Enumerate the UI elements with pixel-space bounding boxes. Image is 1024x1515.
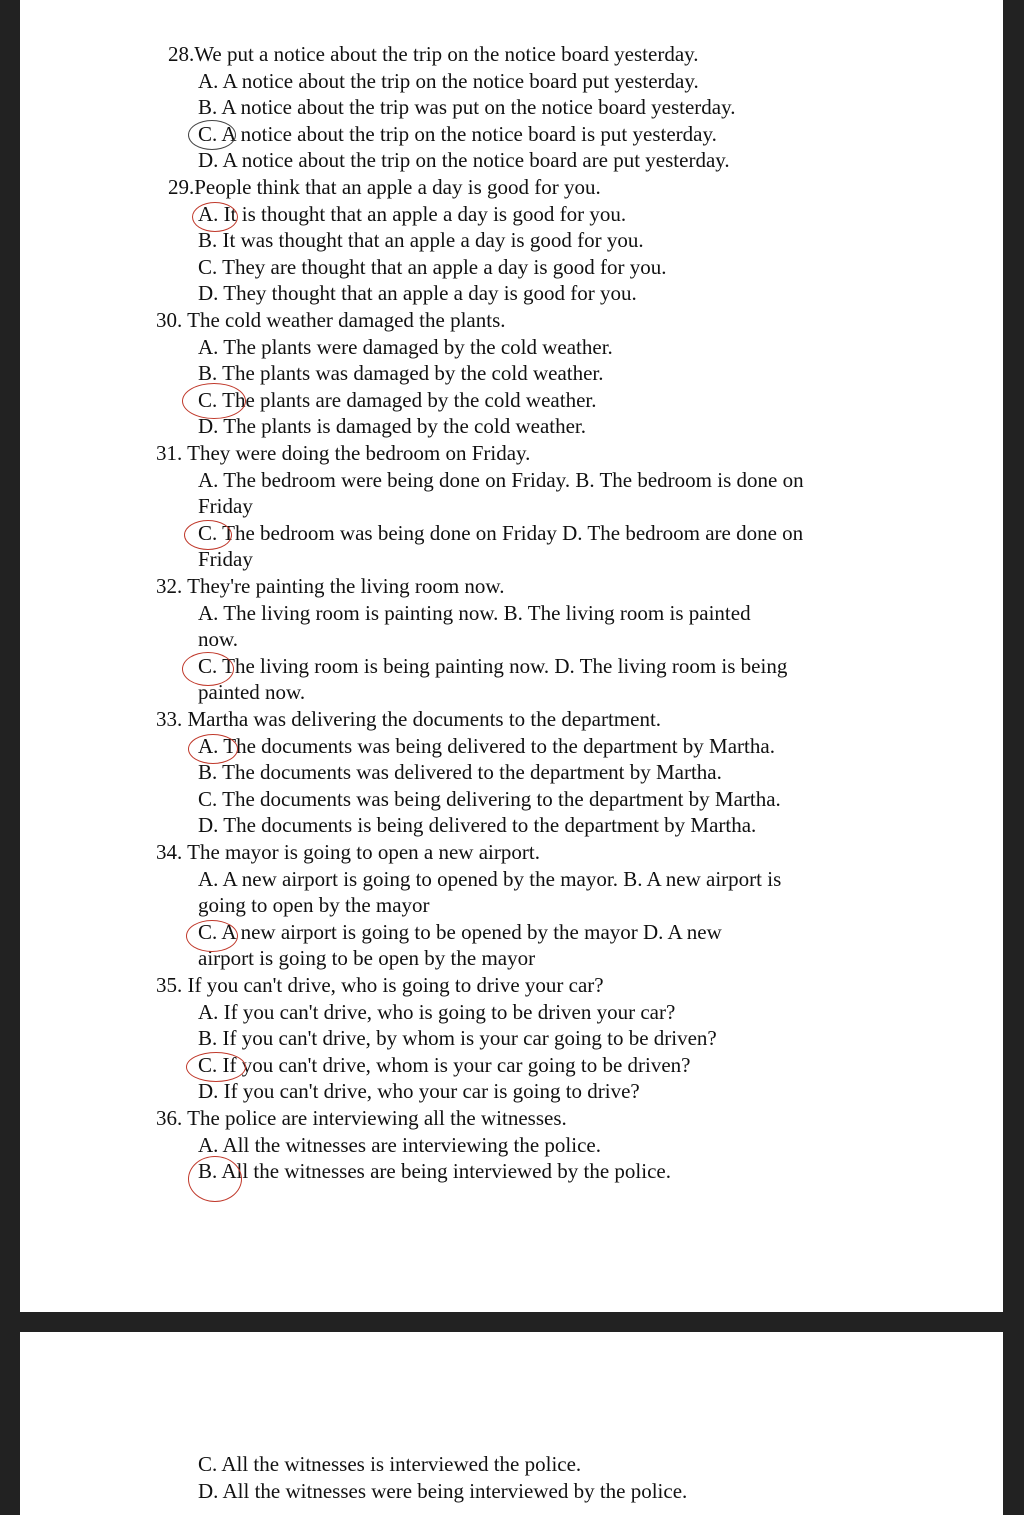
answer-circle-q29 [192, 202, 238, 232]
text-line: A. A notice about the trip on the notice board put yesterday. [198, 68, 699, 93]
text-line: Friday [198, 494, 253, 519]
text-line: 34. The mayor is going to open a new airport. [156, 840, 540, 864]
text-line: 35. If you can't drive, who is going to drive your car? [156, 973, 604, 997]
answer-circle-q34 [186, 920, 238, 952]
text-line: A. A new airport is going to opened by the mayor. B. A new airport is [198, 866, 782, 891]
text-line: A. All the witnesses are interviewing the police. [198, 1132, 601, 1157]
answer-circle-q30 [182, 383, 246, 419]
text-line: Friday [198, 547, 253, 572]
text-line: B. The documents was delivered to the department by Martha. [198, 760, 722, 785]
text-line: A. The plants were damaged by the cold weather. [198, 334, 613, 359]
answer-circle-q28 [188, 120, 236, 150]
text-line: B. If you can't drive, by whom is your car going to be driven? [198, 1026, 717, 1051]
answer-circle-q33 [188, 734, 238, 764]
text-line: 28.We put a notice about the trip on the notice board yesterday. [168, 42, 699, 66]
text-line: D. A notice about the trip on the notice board are put yesterday. [198, 148, 730, 173]
text-line: D. If you can't drive, who your car is going to drive? [198, 1079, 640, 1104]
document-page-1 [20, 0, 1003, 1312]
text-line: C. If you can't drive, whom is your car going to be driven? [198, 1052, 691, 1077]
text-line: 30. The cold weather damaged the plants. [156, 308, 506, 332]
text-line: B. A notice about the trip was put on the notice board yesterday. [198, 95, 736, 120]
text-line: D. All the witnesses were being interviewed by the police. [198, 1479, 688, 1503]
text-line: B. All the witnesses are being interviewed by the police. [198, 1159, 671, 1184]
text-line: C. All the witnesses is interviewed the police. [198, 1452, 582, 1476]
text-line: 33. Martha was delivering the documents to the department. [156, 707, 662, 731]
text-line: D. The plants is damaged by the cold weather. [198, 414, 587, 439]
answer-circle-q31 [184, 520, 232, 550]
text-line: going to open by the mayor [198, 893, 430, 918]
text-line: C. The living room is being painting now. D. The living room is being [198, 653, 788, 678]
text-line: airport is going to be open by the mayor [198, 946, 536, 971]
document-page-2 [20, 1332, 1003, 1515]
text-line: A. The living room is painting now. B. The living room is painted [198, 600, 751, 625]
text-line: B. The plants was damaged by the cold weather. [198, 361, 604, 386]
text-line: now. [198, 627, 239, 652]
text-line: 36. The police are interviewing all the witnesses. [156, 1106, 567, 1130]
answer-circle-q32 [182, 652, 234, 686]
text-line: C. They are thought that an apple a day is good for you. [198, 254, 667, 279]
text-line: A. It is thought that an apple a day is good for you. [198, 201, 627, 226]
text-line: A. The bedroom were being done on Friday. B. The bedroom is done on [198, 467, 804, 492]
text-line: B. It was thought that an apple a day is good for you. [198, 228, 644, 253]
text-line: C. The bedroom was being done on Friday D. The bedroom are done on [198, 520, 804, 545]
answer-circle-q35 [186, 1052, 246, 1082]
text-line: 29.People think that an apple a day is good for you. [168, 175, 601, 199]
text-line: C. The documents was being delivering to the department by Martha. [198, 786, 781, 811]
text-line: 31. They were doing the bedroom on Friday. [156, 441, 531, 465]
text-line: A. The documents was being delivered to the department by Martha. [198, 733, 775, 758]
text-line: C. A new airport is going to be opened by the mayor D. A new [198, 919, 722, 944]
text-line: A. If you can't drive, who is going to be driven your car? [198, 999, 676, 1024]
text-line: C. A notice about the trip on the notice board is put yesterday. [198, 121, 717, 146]
text-line: D. The documents is being delivered to the department by Martha. [198, 813, 757, 838]
text-line: C. The plants are damaged by the cold weather. [198, 387, 597, 412]
text-line: 32. They're painting the living room now. [156, 574, 505, 598]
answer-circle-q36 [188, 1156, 242, 1202]
text-line: D. They thought that an apple a day is good for you. [198, 281, 637, 306]
text-line: painted now. [198, 680, 306, 705]
